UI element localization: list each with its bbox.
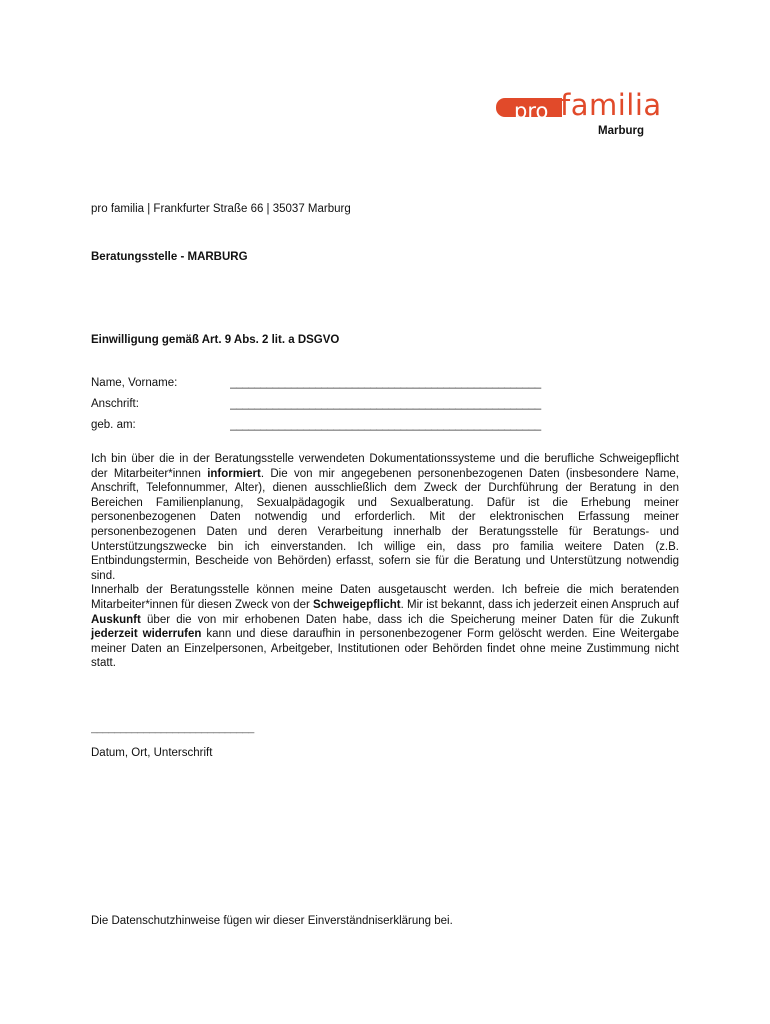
body-p2-c: . Mir ist bekannt, dass ich jederzeit einen Anspruch auf <box>400 598 679 611</box>
logo-pro-badge <box>496 98 562 123</box>
footer-note: Die Datenschutzhinweise fügen wir dieser Einverständniserklärung bei. <box>91 915 453 927</box>
field-label-birthdate: geb. am: <box>91 419 136 431</box>
consent-body <box>91 452 679 671</box>
body-p1-c: . Die von mir angegebenen personenbezogenen Daten (insbesondere Name, Anschrift, Telefonnummer, Alter), dienen ausschließlich dem Zweck der Durchführung der Beratung in den Bereichen Familienplanung, Sexualpädagogik und Sexualberatung. Dafür ist die Erhebung meiner personenbezogenen Daten notwendig und erforderlich. Mit der elektronischen Erfassung meiner personenbezogenen Daten und deren Verarbeitung innerhalb der Beratungsstelle für Beratungs- und Unterstützungszwecke bin ich einverstanden. Ich willige ein, dass pro familia weitere Daten (z.B. Entbindungstermin, Bescheide von Behörden) erfasst, sofern sie für die Beratung und Unterstützung notwendig sind. <box>91 467 679 582</box>
sender-address: pro familia | Frankfurter Straße 66 | 35037 Marburg <box>91 203 351 215</box>
body-p2-e: über die von mir erhobenen Daten habe, dass ich die Speicherung meiner Daten für die Zukunft <box>140 613 679 626</box>
pro-familia-logo <box>496 88 680 123</box>
body-p2-d: Auskunft <box>91 613 141 626</box>
body-p1-b: informiert <box>207 467 261 480</box>
body-p2-g: kann und diese daraufhin in personenbezogener Form gelöscht werden. Eine Weitergabe meiner Daten an Einzelpersonen, Arbeitgeber, Institutionen oder Behörden findet ohne meine Zustimmung nicht statt. <box>91 628 679 670</box>
field-name-row <box>91 377 621 398</box>
field-birthdate-row <box>91 419 621 440</box>
body-p2-b: Schweigepflicht <box>313 598 401 611</box>
body-p1-a: Ich bin über die in der Beratungsstelle verwendeten Dokumentationssysteme und die berufliche Schweigepflicht der Mitarbeiter*innen <box>91 453 679 480</box>
field-address-row <box>91 398 621 419</box>
field-line-birthdate[interactable]: ___________________________________________________ <box>230 419 541 431</box>
field-label-name: Name, Vorname: <box>91 377 178 389</box>
signature-label: Datum, Ort, Unterschrift <box>91 747 213 759</box>
signature-line[interactable]: ____________________________ <box>91 722 254 734</box>
document-title: Einwilligung gemäß Art. 9 Abs. 2 lit. a DSGVO <box>91 334 340 346</box>
field-line-address[interactable]: ___________________________________________________ <box>230 398 541 410</box>
field-label-address: Anschrift: <box>91 398 139 410</box>
body-p2-a: Innerhalb der Beratungsstelle können meine Daten ausgetauscht werden. Ich befreie die mich beratenden Mitarbeiter*innen für diesen Zweck von der <box>91 584 679 611</box>
logo-familia-text: familia <box>560 88 662 122</box>
logo-city: Marburg <box>598 125 644 137</box>
office-heading: Beratungsstelle - MARBURG <box>91 251 248 263</box>
body-p2-f: jederzeit widerrufen <box>91 628 202 641</box>
personal-data-fields <box>91 377 621 440</box>
logo-pro-text: pro <box>514 99 549 123</box>
field-line-name[interactable]: ___________________________________________________ <box>230 377 541 389</box>
